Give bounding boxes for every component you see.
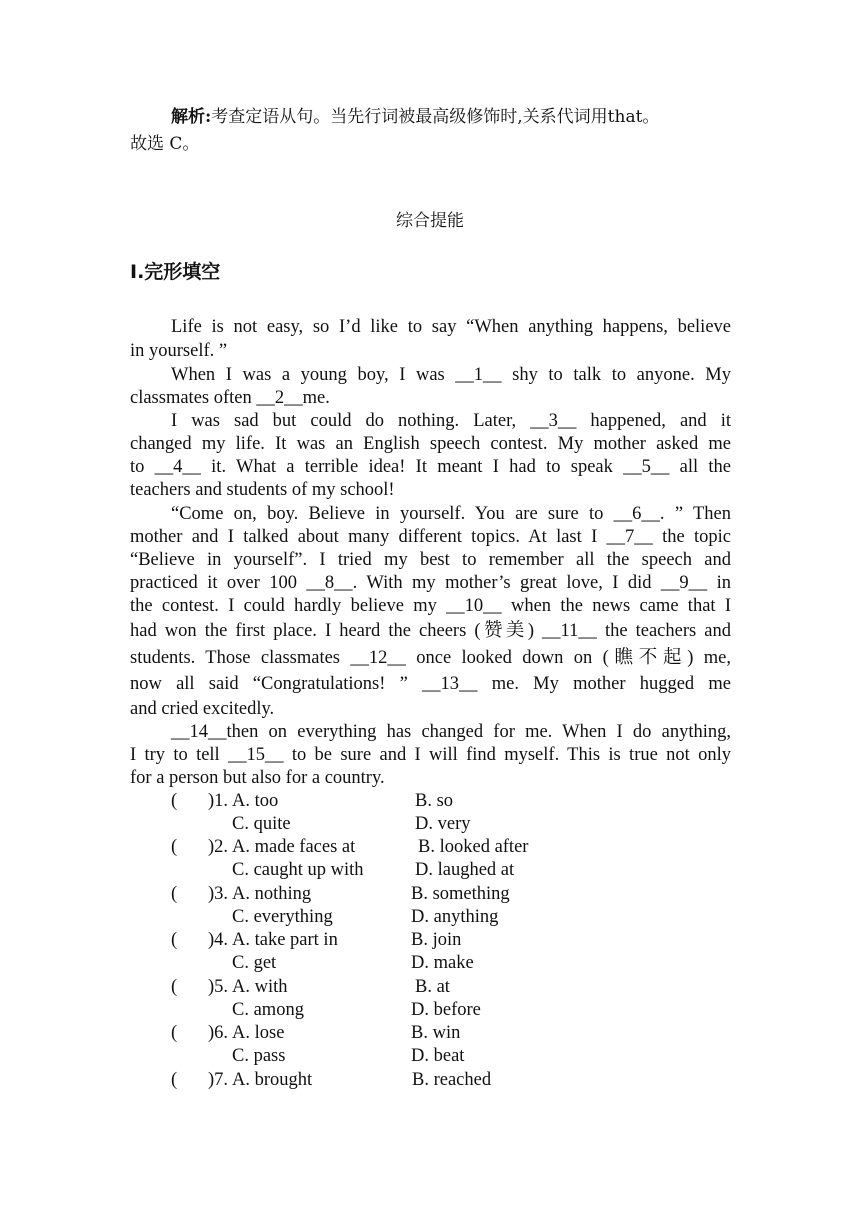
passage-line: changed my life. It was an English speech contest. My mother asked me bbox=[130, 434, 731, 454]
option-c: C. get bbox=[232, 953, 277, 973]
passage-line: the contest. I could hardly believe my __10__ when the news came that I bbox=[130, 596, 731, 616]
option-c: C. caught up with bbox=[232, 860, 364, 880]
option-d: D. very bbox=[415, 814, 471, 834]
passage-line: I try to tell __15__ to be sure and I will find myself. This is true not only bbox=[130, 745, 731, 765]
answer-paren: ( bbox=[171, 1070, 178, 1090]
answer-paren: ( bbox=[171, 791, 178, 811]
passage-line: practiced it over 100 __8__. With my mother’s great love, I did __9__ in bbox=[130, 573, 731, 593]
option-d: D. laughed at bbox=[415, 860, 515, 880]
option-a: A. nothing bbox=[232, 884, 312, 904]
answer-paren: ( bbox=[171, 1023, 178, 1043]
passage-line: to __4__ it. What a terrible idea! It meant I had to speak __5__ all the bbox=[130, 457, 731, 477]
option-b: B. join bbox=[411, 930, 462, 950]
option-d: D. anything bbox=[411, 907, 499, 927]
analysis-line-2: 故选 C。 bbox=[130, 134, 200, 154]
option-a: A. with bbox=[232, 977, 288, 997]
passage-line: __14__then on everything has changed for me. When I do anything, bbox=[171, 722, 731, 742]
analysis-label: 解析: bbox=[171, 107, 212, 127]
option-b: B. win bbox=[411, 1023, 461, 1043]
option-c: C. quite bbox=[232, 814, 291, 834]
answer-paren: ( bbox=[171, 977, 178, 997]
passage-line: had won the first place. I heard the cheers (赞美) __11__ the teachers and bbox=[130, 621, 731, 641]
passage-line: students. Those classmates __12__ once looked down on (瞧不起) me, bbox=[130, 648, 731, 668]
option-a: A. take part in bbox=[232, 930, 338, 950]
option-d: D. before bbox=[411, 1000, 481, 1020]
passage-line: classmates often __2__me. bbox=[130, 388, 330, 408]
option-d: D. beat bbox=[411, 1046, 465, 1066]
question-number: )2. bbox=[208, 837, 229, 857]
part-heading: Ⅰ.完形填空 bbox=[130, 261, 221, 283]
option-c: C. pass bbox=[232, 1046, 286, 1066]
passage-line: now all said “Congratulations! ” __13__ me. My mother hugged me bbox=[130, 674, 731, 694]
option-a: A. too bbox=[232, 791, 279, 811]
passage-line: in yourself. ” bbox=[130, 341, 228, 361]
answer-paren: ( bbox=[171, 930, 178, 950]
option-c: C. everything bbox=[232, 907, 333, 927]
question-number: )7. bbox=[208, 1070, 229, 1090]
option-a: A. made faces at bbox=[232, 837, 356, 857]
option-a: A. brought bbox=[232, 1070, 313, 1090]
question-number: )1. bbox=[208, 791, 229, 811]
question-number: )3. bbox=[208, 884, 229, 904]
option-c: C. among bbox=[232, 1000, 304, 1020]
passage-line: mother and I talked about many different topics. At last I __7__ the topic bbox=[130, 527, 731, 547]
option-b: B. at bbox=[415, 977, 450, 997]
answer-paren: ( bbox=[171, 837, 178, 857]
option-b: B. so bbox=[415, 791, 454, 811]
analysis-line-1 bbox=[171, 106, 659, 129]
option-b: B. reached bbox=[412, 1070, 492, 1090]
passage-line: and cried excitedly. bbox=[130, 699, 275, 719]
option-b: B. something bbox=[411, 884, 510, 904]
question-number: )4. bbox=[208, 930, 229, 950]
passage-line: When I was a young boy, I was __1__ shy to talk to anyone. My bbox=[171, 365, 731, 385]
passage-line: for a person but also for a country. bbox=[130, 768, 385, 788]
passage-line: Life is not easy, so I’d like to say “When anything happens, believe bbox=[171, 317, 731, 337]
analysis-text: 考查定语从句。当先行词被最高级修饰时,关系代词用that。 bbox=[211, 107, 660, 127]
passage-line: I was sad but could do nothing. Later, __3__ happened, and it bbox=[171, 411, 731, 431]
option-a: A. lose bbox=[232, 1023, 285, 1043]
answer-paren: ( bbox=[171, 884, 178, 904]
question-number: )6. bbox=[208, 1023, 229, 1043]
passage-line: “Believe in yourself”. I tried my best to remember all the speech and bbox=[130, 550, 731, 570]
section-title: 综合提能 bbox=[396, 211, 464, 231]
passage-line: teachers and students of my school! bbox=[130, 480, 395, 500]
passage-line: “Come on, boy. Believe in yourself. You are sure to __6__. ” Then bbox=[171, 504, 731, 524]
option-b: B. looked after bbox=[418, 837, 529, 857]
question-number: )5. bbox=[208, 977, 229, 997]
option-d: D. make bbox=[411, 953, 474, 973]
